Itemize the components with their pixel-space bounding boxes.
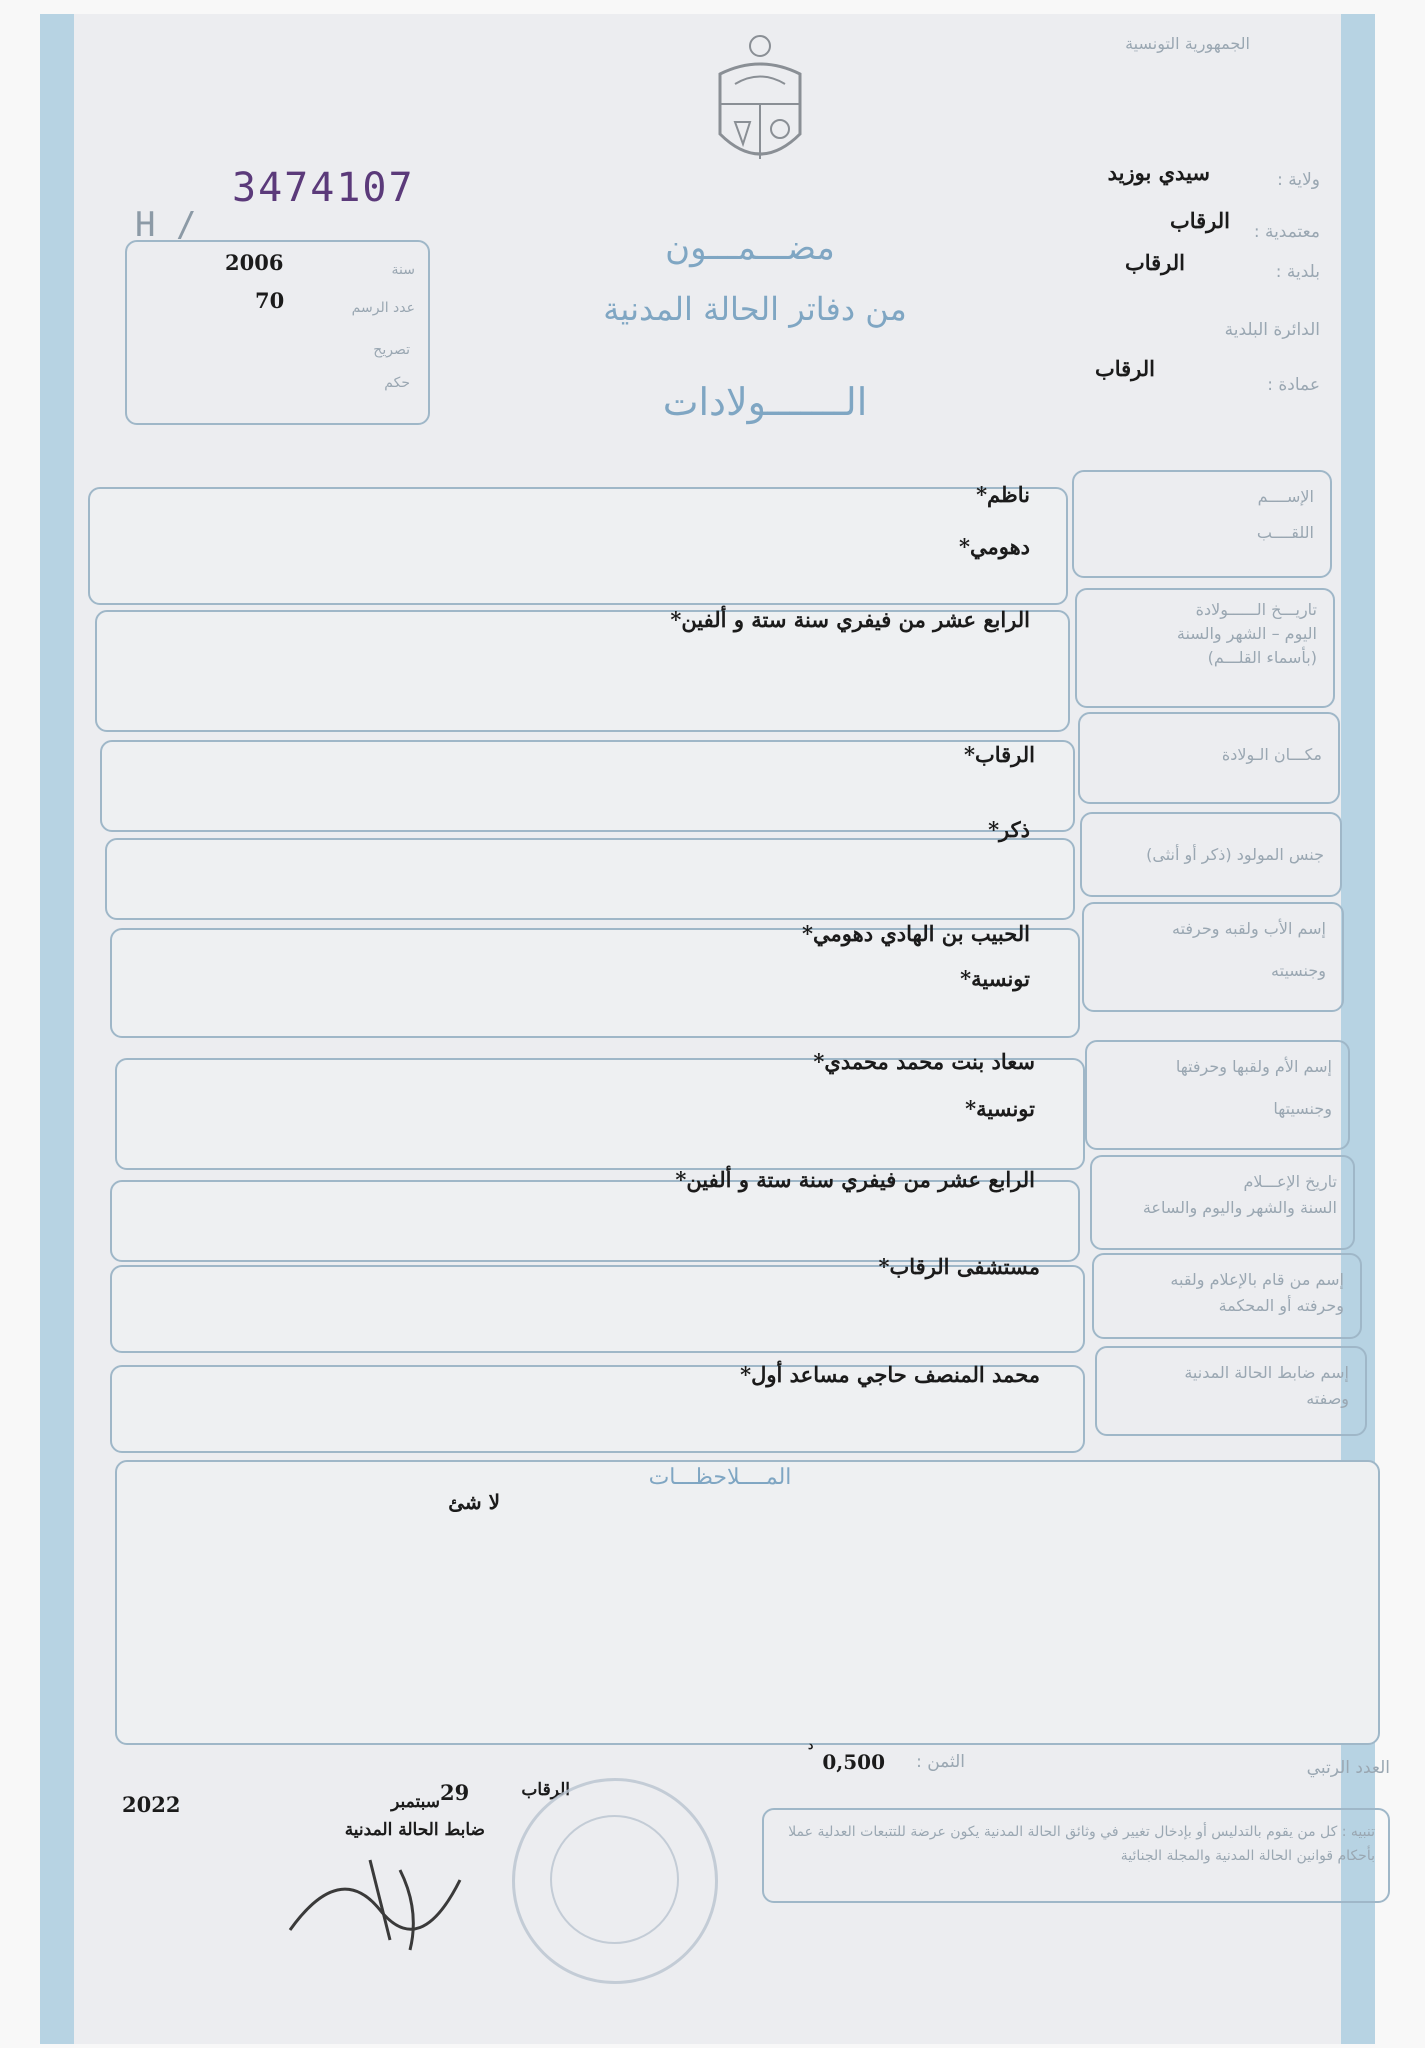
title-births: الـــــــولادات	[662, 380, 868, 424]
coat-of-arms-emblem	[705, 34, 815, 184]
official-round-stamp-inner	[550, 1815, 679, 1944]
father-label: إسم الأب ولقبه وحرفته	[1172, 919, 1326, 938]
father-name-value: الحبيب بن الهادي دهومي*	[802, 921, 1030, 946]
register-declaration-label: تصريح	[373, 342, 410, 358]
declaration-date-sublabel: السنة والشهر واليوم والساعة	[1142, 1198, 1337, 1217]
birth-date-label: تاريـــخ الــــــولادة	[1195, 600, 1317, 619]
row-declaration-date-label-box	[1090, 1155, 1355, 1250]
signing-place: الرقاب	[521, 1780, 570, 1800]
price-value: 0,500	[822, 1750, 885, 1774]
baladiya-value: الرقاب	[1124, 250, 1185, 275]
remarks-title: المــــلاحظـــات	[648, 1465, 792, 1490]
wilaya-label: ولاية :	[1277, 170, 1320, 190]
price-label: الثمن :	[916, 1752, 965, 1772]
omada-label: عمادة :	[1267, 375, 1320, 395]
father-nationality-label: وجنسيته	[1271, 961, 1326, 980]
row-father-label-box	[1082, 902, 1344, 1012]
remarks-box	[115, 1460, 1380, 1745]
declaration-date-label: تاريخ الإعـــلام	[1243, 1172, 1337, 1191]
birth-place-value: الرقاب*	[963, 742, 1035, 767]
row-declarant-label-box	[1092, 1253, 1362, 1339]
serial-rank-label: العدد الرتبي	[1306, 1758, 1390, 1778]
title-extract: مضـــمـــون	[665, 228, 835, 268]
declaration-date-value: الرابع عشر من فيفري سنة ستة و ألفين*	[675, 1167, 1035, 1192]
declarant-value: مستشفى الرقاب*	[878, 1254, 1040, 1279]
declarant-label: إسم من قام بالإعلام ولقبه	[1170, 1270, 1344, 1289]
mother-label: إسم الأم ولقبها وحرفتها	[1175, 1057, 1332, 1076]
municipal-circle-label: الدائرة البلدية	[1224, 320, 1320, 340]
baladiya-label: بلدية :	[1275, 262, 1320, 282]
surname-value: دهومي*	[958, 534, 1030, 559]
price-unit: د	[808, 1738, 814, 1752]
surname-label: اللقــــب	[1256, 523, 1314, 542]
sex-value: ذكر*	[988, 817, 1030, 842]
officer-signature	[280, 1840, 480, 1960]
omada-value: الرقاب	[1094, 356, 1155, 381]
register-act-value: 70	[255, 288, 285, 313]
father-nationality-value: تونسية*	[960, 966, 1030, 991]
row-birth-date-label-box	[1075, 588, 1335, 708]
name-label: الإســــم	[1257, 487, 1314, 506]
signing-year: 2022	[122, 1792, 181, 1817]
motamadia-value: الرقاب	[1169, 208, 1230, 233]
row-officer-label-box	[1095, 1346, 1367, 1436]
serial-prefix: H /	[135, 205, 197, 245]
row-sex-label-box	[1080, 812, 1342, 897]
row-sex-value-box	[105, 838, 1075, 920]
mother-name-value: سعاد بنت محمد محمدي*	[813, 1049, 1035, 1074]
register-judgment-label: حكم	[384, 375, 410, 391]
row-birth-place-label-box	[1078, 712, 1340, 804]
officer-label: إسم ضابط الحالة المدنية	[1184, 1363, 1349, 1382]
officer-title-stamp: ضابط الحالة المدنية	[344, 1820, 485, 1840]
birth-place-label: مكـــان الـولادة	[1221, 745, 1322, 764]
officer-sublabel: وصفته	[1306, 1389, 1349, 1408]
legal-notice-text: تنبيه : كل من يقوم بالتدليس أو بإدخال تغيير في وثائق الحالة المدنية يكون عرضة للتتبعات العدلية عملا بأحكام قوانين الحالة المدنية والمجلة الجنائية	[788, 1824, 1375, 1864]
declarant-sublabel: وحرفته أو المحكمة	[1218, 1296, 1344, 1315]
birth-date-sublabel: اليوم – الشهر والسنة	[1176, 624, 1317, 643]
row-name-label-box	[1072, 470, 1332, 578]
officer-value: محمد المنصف حاجي مساعد أول*	[740, 1362, 1040, 1387]
remarks-value: لا شئ	[448, 1490, 500, 1514]
wilaya-value: سيدي بوزيد	[1107, 160, 1210, 185]
register-act-label: عدد الرسم	[351, 300, 415, 316]
sex-label: جنس المولود (ذكر أو أنثى)	[1146, 845, 1324, 864]
mother-nationality-label: وجنسيتها	[1273, 1099, 1332, 1118]
signing-day: 29	[440, 1780, 470, 1805]
serial-number: 3474107	[232, 165, 415, 211]
register-year-label: سنة	[391, 262, 415, 278]
signing-month: سبتمبر	[391, 1792, 440, 1812]
birth-date-value: الرابع عشر من فيفري سنة ستة و ألفين*	[670, 607, 1030, 632]
birth-date-hint: (بأسماء القلـــم)	[1207, 648, 1317, 667]
republic-label: الجمهورية التونسية	[1125, 34, 1250, 53]
motamadia-label: معتمدية :	[1253, 222, 1320, 242]
row-mother-label-box	[1085, 1040, 1350, 1150]
first-name-value: ناظم*	[976, 482, 1030, 507]
title-civil-registers: من دفاتر الحالة المدنية	[603, 290, 907, 328]
mother-nationality-value: تونسية*	[965, 1096, 1035, 1121]
register-year-value: 2006	[225, 250, 284, 275]
